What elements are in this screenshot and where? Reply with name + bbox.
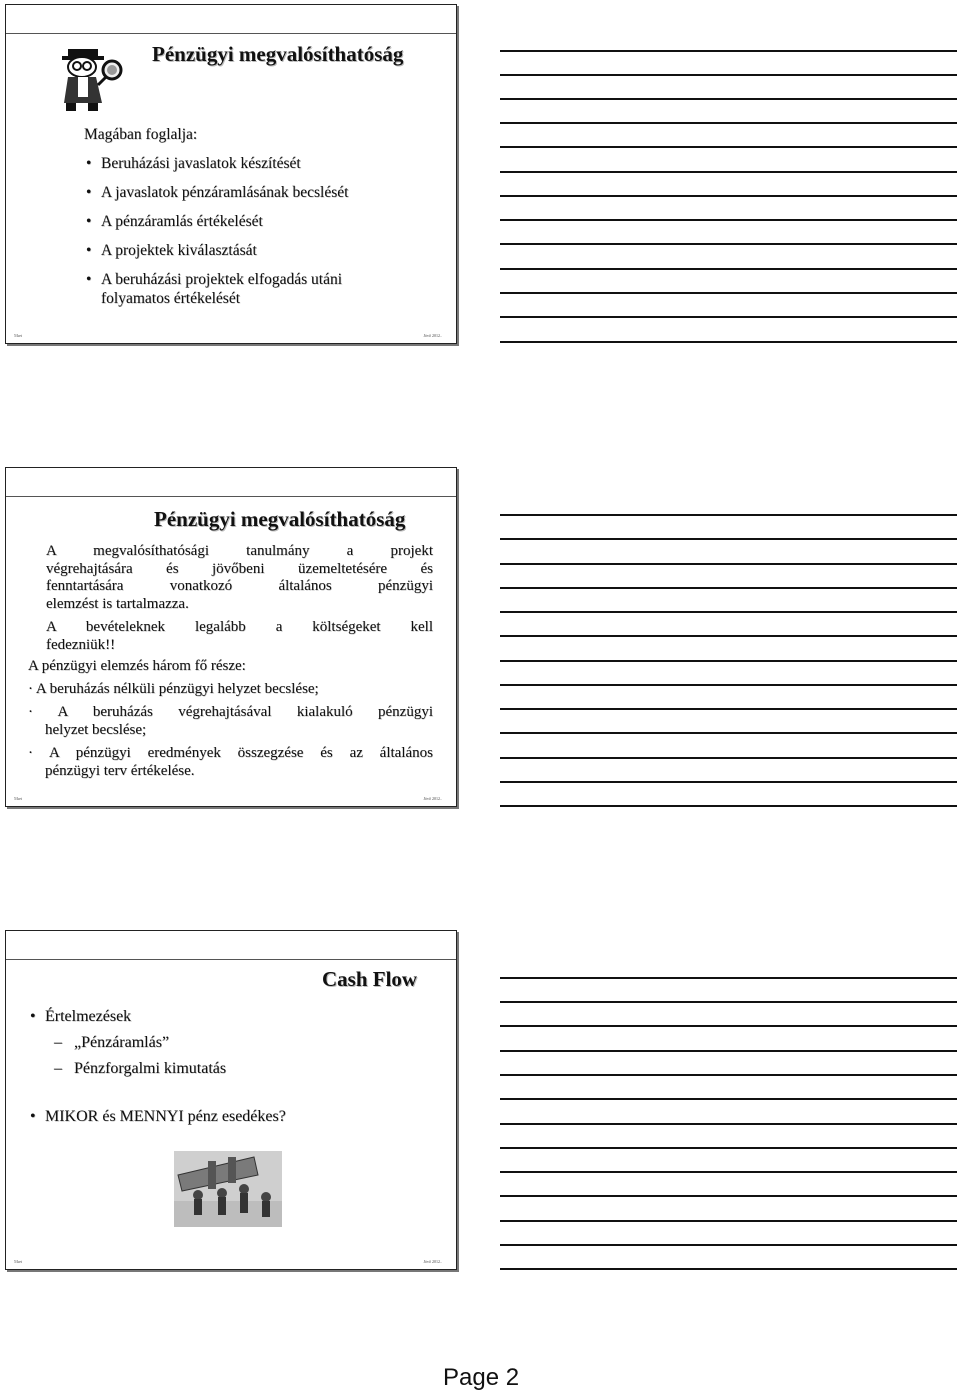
- bullet-list: [28, 1107, 428, 1127]
- note-line: [500, 122, 957, 124]
- note-line: [500, 195, 957, 197]
- list-item: • A beruházási projektek elfogadás utáni folyamatos értékelését: [84, 270, 401, 308]
- slide-body: [28, 1007, 428, 1137]
- list-item: [28, 704, 433, 739]
- list-item: • Értelmezések: [28, 1007, 428, 1027]
- item-line: · A beruházás végrehajtásával kialakuló pénzügyi: [28, 704, 433, 720]
- note-line: [500, 1147, 957, 1149]
- note-line: [500, 50, 957, 52]
- note-line: [500, 1195, 957, 1197]
- note-line: [500, 805, 957, 807]
- note-line: [500, 243, 957, 245]
- note-line: [500, 757, 957, 759]
- note-line: [500, 74, 957, 76]
- note-line: [500, 1001, 957, 1003]
- detective-magnifier-icon: [48, 45, 124, 113]
- note-line: [500, 611, 957, 613]
- note-line: [500, 146, 957, 148]
- list-item: • Beruházási javaslatok készítését: [84, 154, 424, 173]
- item-line: helyzet becslése;: [45, 721, 147, 738]
- note-line: [500, 781, 957, 783]
- para1-line: fenntartására vonatkozó általános pénzügyi: [46, 578, 433, 594]
- subhead: A pénzügyi elemzés három fő része:: [28, 658, 246, 674]
- para2-line: A bevételeknek legalább a költségeket kell: [46, 619, 433, 635]
- slide-3: [5, 930, 457, 1270]
- footer-right: Jövő 2012..: [423, 1259, 442, 1264]
- list-item: • A projektek kiválasztását: [84, 241, 424, 260]
- list-item: • A pénzáramlás értékelését: [84, 212, 424, 231]
- note-line: [500, 635, 957, 637]
- note-line: [500, 219, 957, 221]
- note-line: [500, 98, 957, 100]
- footer-left: 5/ket: [14, 796, 22, 801]
- note-line: [500, 732, 957, 734]
- bullet-list: [84, 154, 424, 308]
- slide-header-bar: [6, 931, 456, 960]
- list-item: [28, 745, 433, 780]
- note-line: [500, 708, 957, 710]
- sub-item: – „Pénzáramlás”: [54, 1033, 428, 1053]
- footer-right: Jövő 2012..: [423, 796, 442, 801]
- list-item: • MIKOR és MENNYI pénz esedékes?: [28, 1107, 428, 1127]
- para1-line: A megvalósíthatósági tanulmány a projekt: [46, 543, 433, 559]
- slide-1: [5, 4, 457, 344]
- slide-body: [28, 543, 433, 780]
- telescope-people-icon: [174, 1151, 282, 1227]
- list-item: [28, 681, 433, 699]
- note-line: [500, 1123, 957, 1125]
- note-line: [500, 660, 957, 662]
- sub-list: [28, 1033, 428, 1079]
- note-line: [500, 563, 957, 565]
- footer-left: 5/ket: [14, 333, 22, 338]
- slide-title: Cash Flow: [322, 967, 418, 991]
- slide-body: [84, 125, 424, 318]
- note-line: [500, 1268, 957, 1270]
- note-line: [500, 341, 957, 343]
- note-line: [500, 1050, 957, 1052]
- footer-right: Jövő 2012..: [423, 333, 442, 338]
- note-line: [500, 1244, 957, 1246]
- para1-line: elemzést is tartalmazza.: [46, 595, 189, 612]
- note-line: [500, 538, 957, 540]
- note-line: [500, 1220, 957, 1222]
- page-number: Page 2: [443, 1364, 520, 1391]
- note-line: [500, 1025, 957, 1027]
- slide-2: [5, 467, 457, 807]
- note-line: [500, 587, 957, 589]
- footer-left: 5/ket: [14, 1259, 22, 1264]
- item-line: · A beruházás nélküli pénzügyi helyzet becslése;: [28, 680, 319, 697]
- note-line: [500, 1171, 957, 1173]
- slide-title: Pénzügyi megvalósíthatóság: [152, 42, 404, 66]
- note-line: [500, 684, 957, 686]
- bullet-list: [28, 1007, 428, 1027]
- list-item: • A javaslatok pénzáramlásának becslését: [84, 183, 424, 202]
- slide-header-bar: [6, 5, 456, 34]
- intro-text: Magában foglalja:: [84, 126, 198, 143]
- item-line: · A pénzügyi eredmények összegzése és az általános: [28, 745, 433, 761]
- note-line: [500, 292, 957, 294]
- note-line: [500, 1098, 957, 1100]
- note-line: [500, 514, 957, 516]
- note-line: [500, 171, 957, 173]
- slide-title: Pénzügyi megvalósíthatóság: [154, 507, 406, 531]
- item-line: pénzügyi terv értékelése.: [45, 762, 195, 779]
- note-line: [500, 977, 957, 979]
- sub-item: – Pénzforgalmi kimutatás: [54, 1059, 428, 1079]
- note-line: [500, 316, 957, 318]
- slide-header-bar: [6, 468, 456, 497]
- para2-line: fedezniük!!: [46, 636, 116, 653]
- para1-line: végrehajtására és jövőbeni üzemeltetésére és: [46, 560, 433, 577]
- note-line: [500, 1074, 957, 1076]
- note-line: [500, 268, 957, 270]
